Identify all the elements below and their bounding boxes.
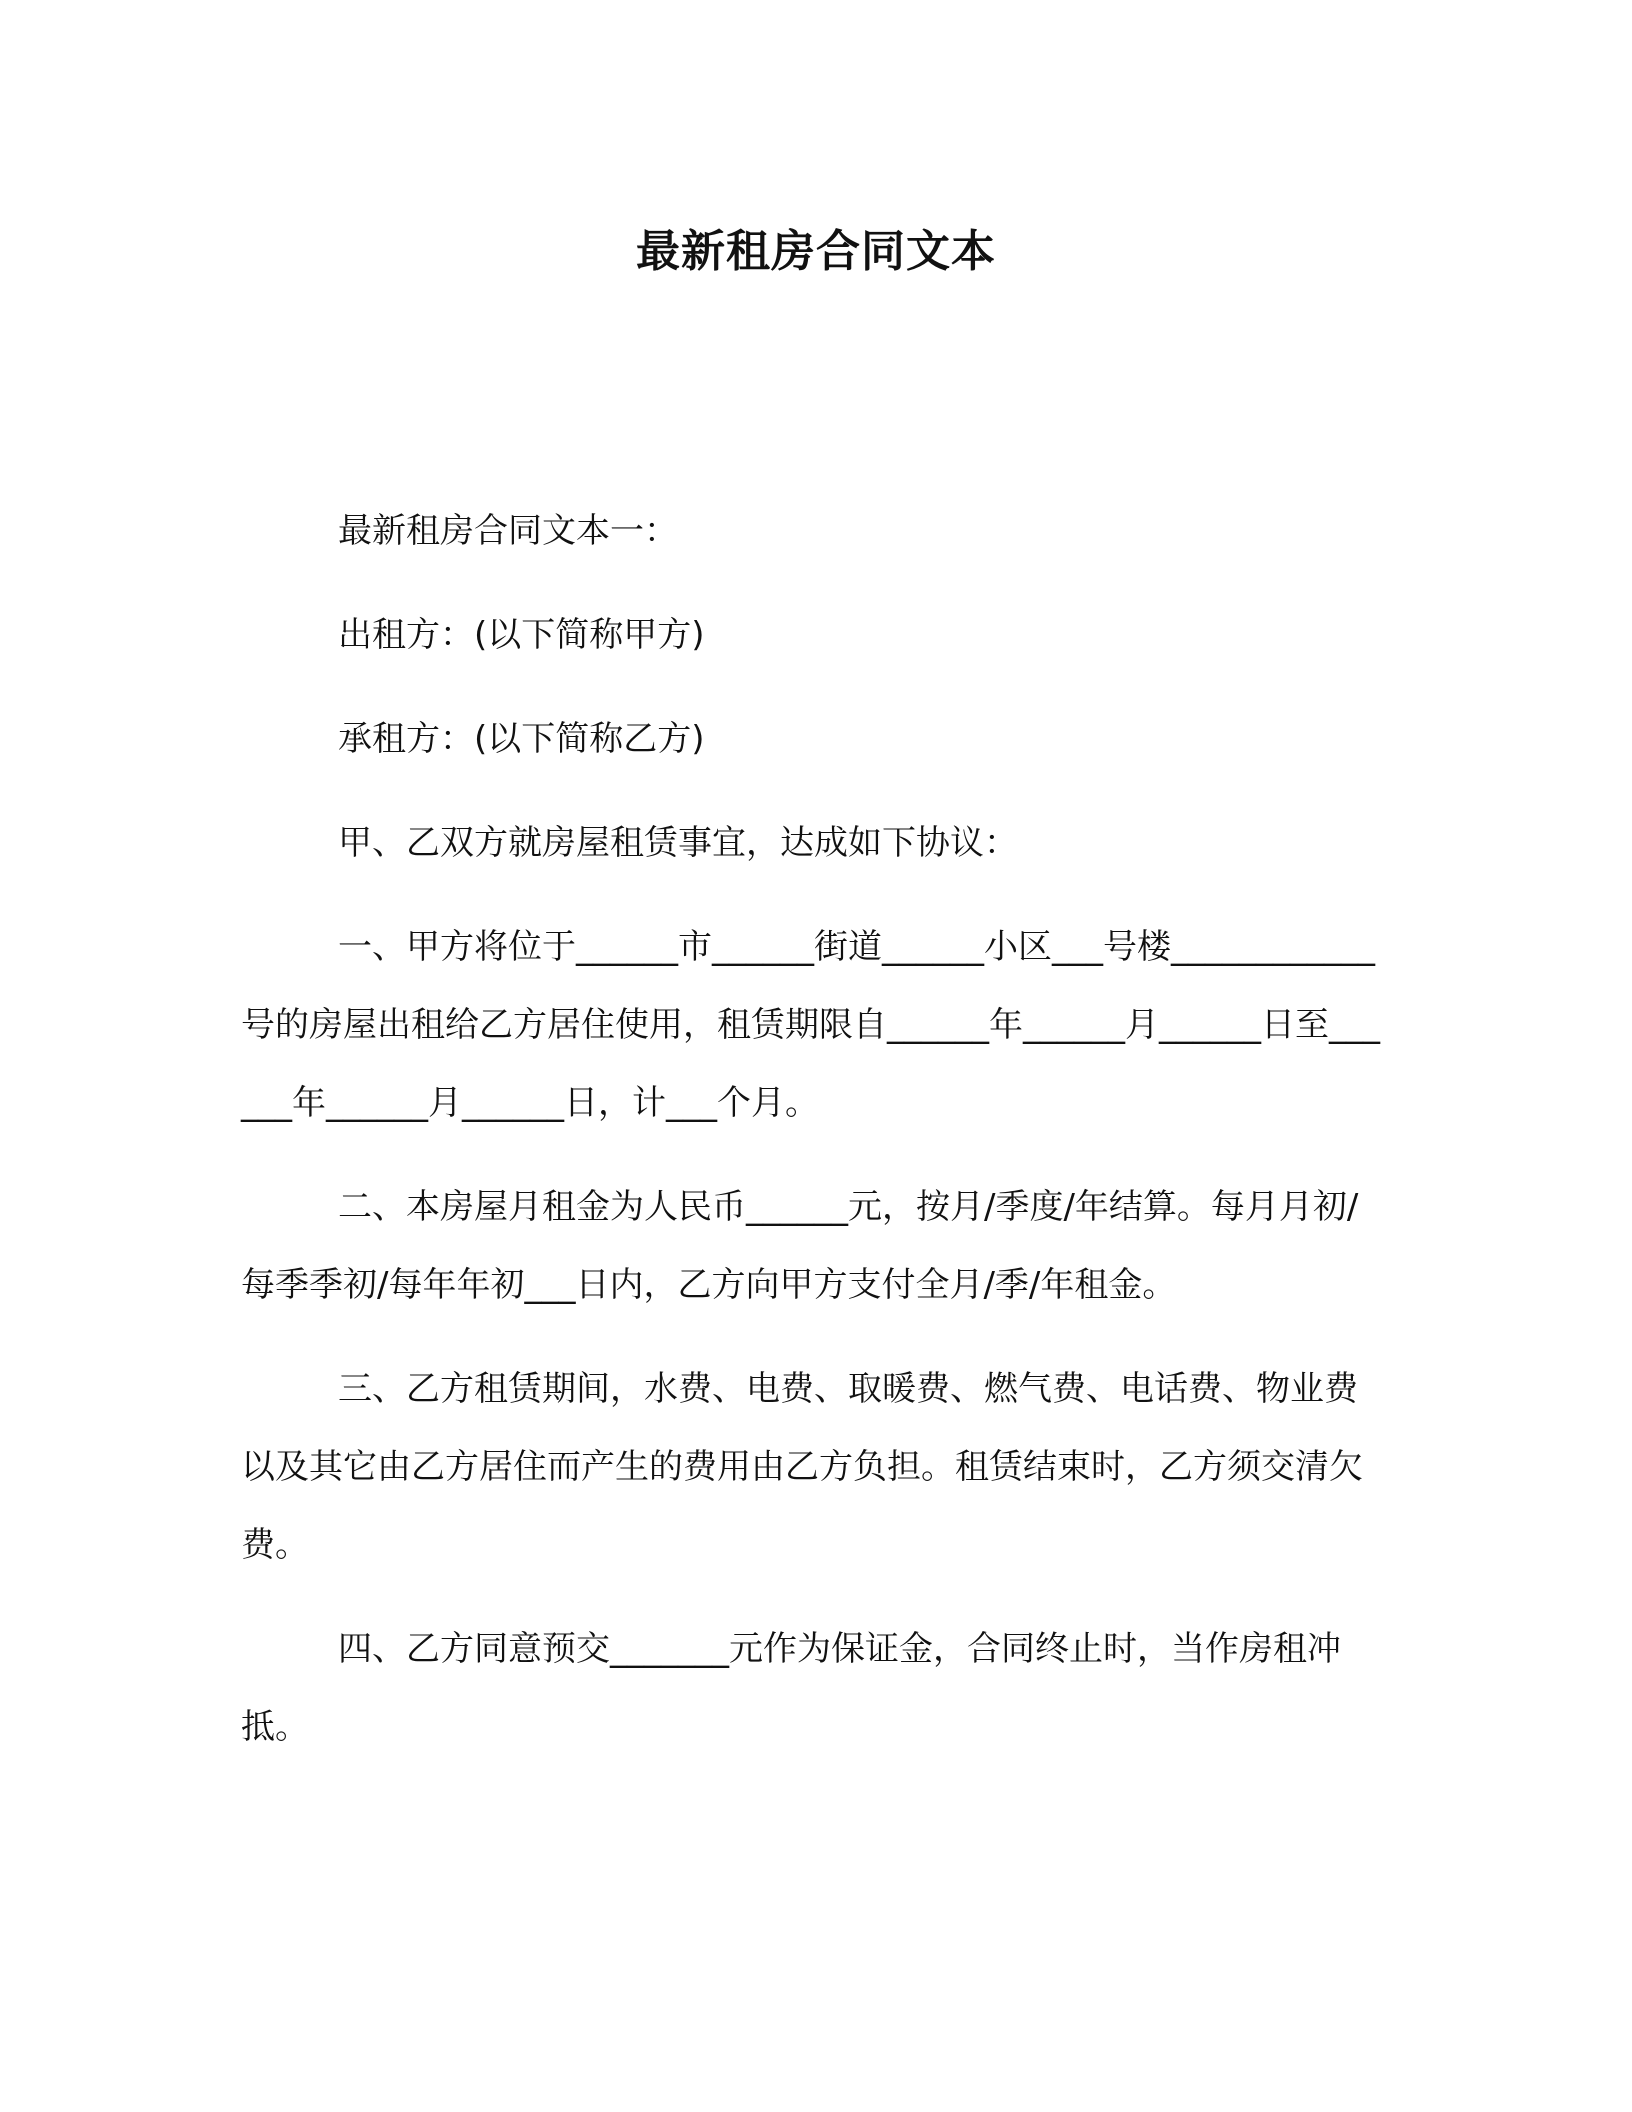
- document-body: [241, 492, 1381, 1792]
- lessor-line: 出租方：(以下简称甲方): [338, 615, 705, 655]
- agreement-intro: 甲、乙双方就房屋租赁事宜，达成如下协议：: [338, 823, 1018, 863]
- clause-2: 二、本房屋月租金为人民币______元，按月/季度/年结算。每月月初/每季季初/每年年初___日内，乙方向甲方支付全月/季/年租金。: [241, 1187, 1359, 1305]
- clause-4: 四、乙方同意预交_______元作为保证金，合同终止时，当作房租冲抵。: [241, 1629, 1341, 1747]
- clause-1: 一、甲方将位于______市______街道______小区___号楼____________号的房屋出租给乙方居住使用，租赁期限自______年______月______日至______年______月______日，计___个月。: [241, 927, 1380, 1123]
- section-heading: 最新租房合同文本一：: [338, 511, 678, 551]
- lessee-line: 承租方：(以下简称乙方): [338, 719, 705, 759]
- clause-3: 三、乙方租赁期间，水费、电费、取暖费、燃气费、电话费、物业费以及其它由乙方居住而产生的费用由乙方负担。租赁结束时，乙方须交清欠费。: [241, 1369, 1363, 1565]
- document-title: 最新租房合同文本: [636, 226, 996, 277]
